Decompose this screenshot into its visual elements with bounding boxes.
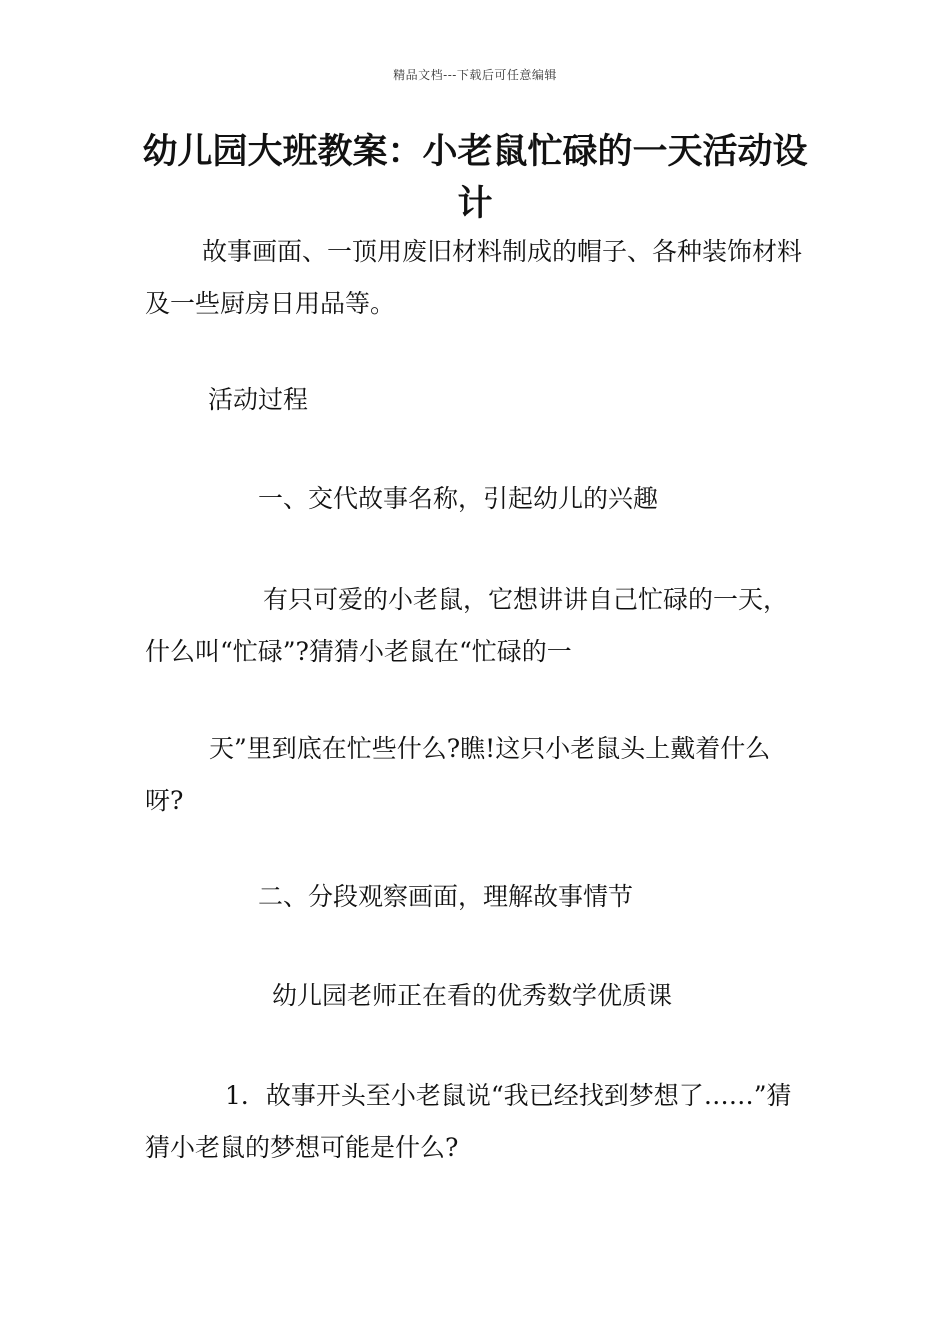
process-heading: 活动过程 bbox=[208, 385, 309, 414]
step-one-paragraph: 1．故事开头至小老鼠说“我已经找到梦想了……”猜猜小老鼠的梦想可能是什么? bbox=[145, 1081, 792, 1162]
section-two-heading: 二、分段观察画面，理解故事情节 bbox=[258, 882, 634, 911]
header-note: 精品文档---下载后可任意编辑 bbox=[393, 68, 557, 82]
story-paragraph-2: 天”里到底在忙些什么?瞧!这只小老鼠头上戴着什么呀? bbox=[145, 734, 771, 815]
document-title: 幼儿园大班教案：小老鼠忙碌的一天活动设计 bbox=[142, 132, 808, 224]
section-one-heading: 一、交代故事名称，引起幼儿的兴趣 bbox=[258, 484, 659, 513]
story-paragraph-1: 有只可爱的小老鼠，它想讲讲自己忙碌的一天，什么叫“忙碌”?猜猜小老鼠在“忙碌的一 bbox=[145, 585, 789, 666]
materials-paragraph: 故事画面、一顶用废旧材料制成的帽子、各种装饰材料及一些厨房日用品等。 bbox=[145, 237, 803, 318]
course-note: 幼儿园老师正在看的优秀数学优质课 bbox=[272, 981, 673, 1010]
